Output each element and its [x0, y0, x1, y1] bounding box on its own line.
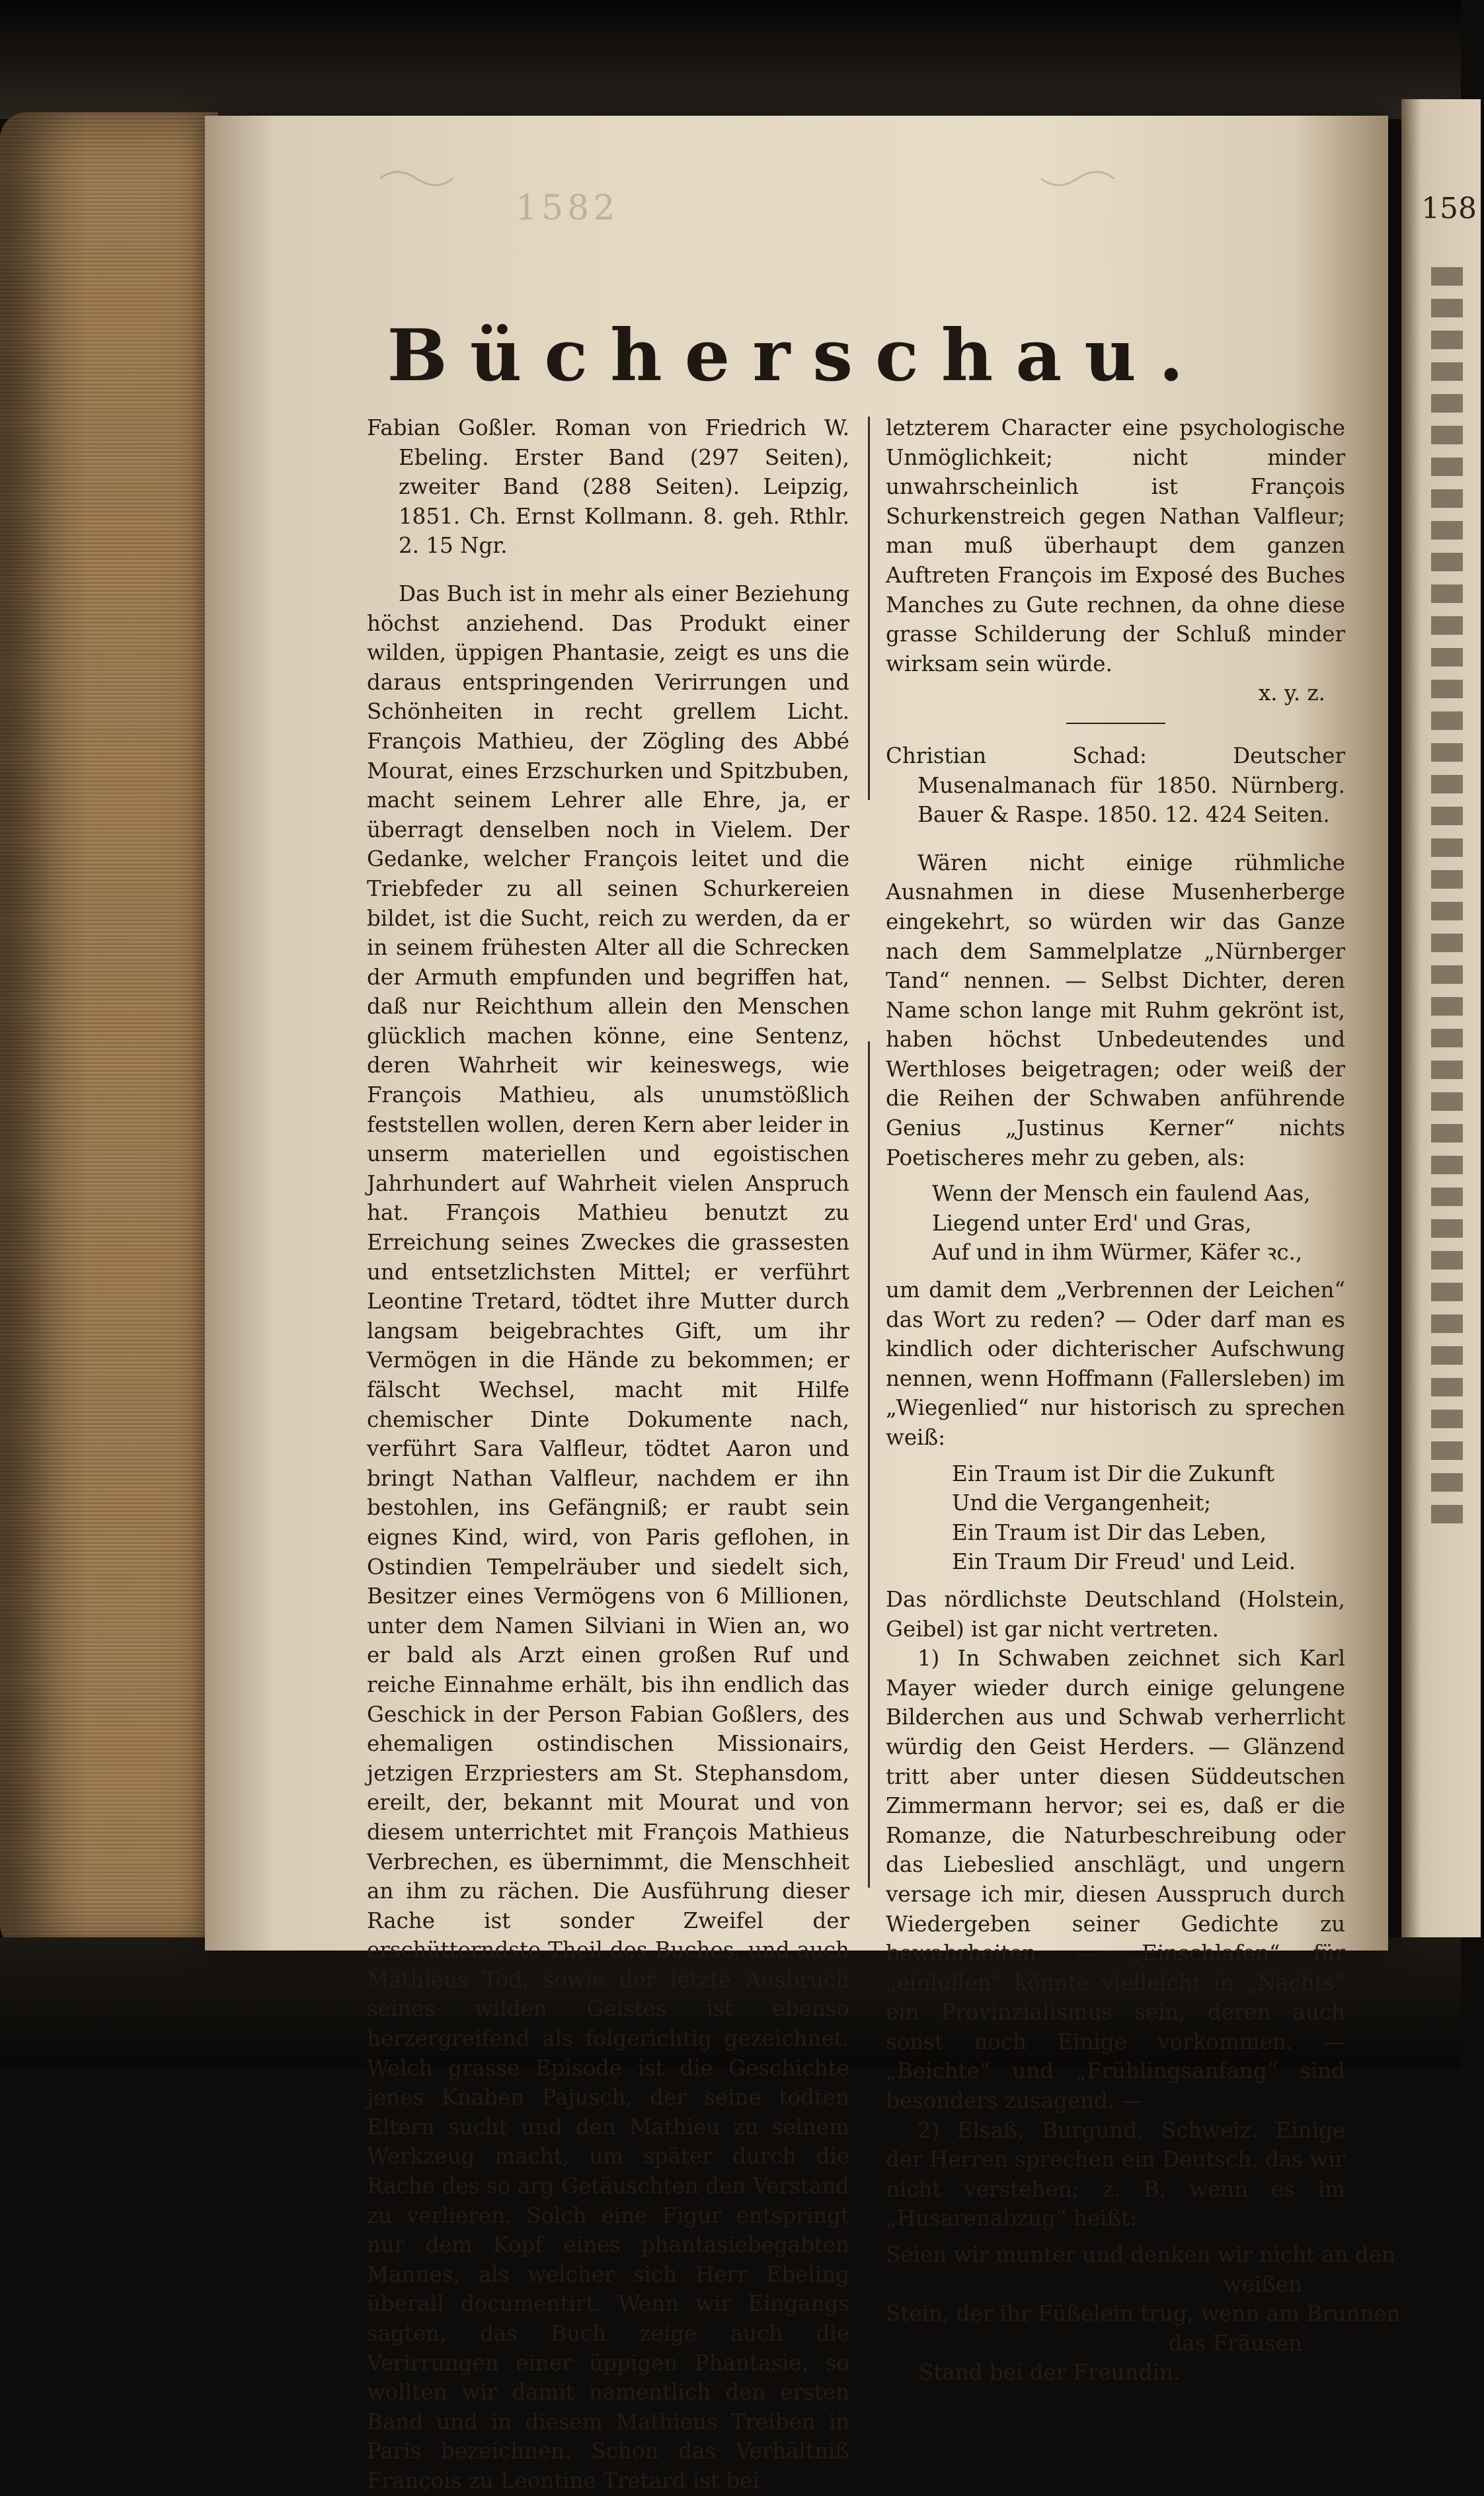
section-rule — [1066, 723, 1165, 724]
ghost-ornament-icon — [377, 165, 456, 192]
book-fore-edge — [0, 112, 218, 1951]
review-paragraph: Das nördlichste Deutschland (Holstein, Geibel) ist gar nicht vertreten. — [886, 1586, 1345, 1642]
review-continuation: letzterem Character eine psychologische Unmöglichkeit; nicht minder unwahrscheinlich ist François Schurkenstreich gegen Nathan Valfleur; man muß überhaupt dem ganzen Auftreten François im Exposé des Buches Manches zu Gute rechnen, da ohne diese grasse Schilderung der Schluß minder wirksam sein würde. — [886, 415, 1345, 676]
right-column — [886, 413, 1401, 2395]
next-page-text-fragments — [1431, 258, 1484, 1537]
review-signature-row — [886, 678, 1345, 708]
review-body: Das Buch ist in mehr als einer Beziehung höchst anziehend. Das Produkt einer wilden, üppigen Phantasie, zeigt es uns die daraus entspringenden Verirrungen und Schönheiten in recht grellem Licht. François Mathieu, der Zögling des Abbé Mourat, eines Erzschurken und Spitzbuben, macht seinem Lehrer alle Ehre, ja, er überragt denselben noch in Vielem. Der Gedanke, welcher François leitet und die Triebfeder zu all seinen Schurkereien bildet, ist die Sucht, reich zu werden, da er in seinem frühesten Alter all die Schrecken der Armuth empfunden und begriffen hat, daß nur Reichthum allein den Menschen glücklich machen könne, eine Sentenz, deren Wahrheit wir keineswegs, wie François Mathieu, als unumstößlich feststellen wollen, deren Kern aber leider in unserm materiellen und egoistischen Jahrhundert auf Wahrheit vielen Anspruch hat. François Mathieu benutzt zu Erreichung seines Zweckes die grassesten und entsetzlichsten Mittel; er verführt Leontine Tretard, tödtet ihre Mutter durch langsam beigebrachtes Gift, um ihr Vermögen in die Hände zu bekommen; er fälscht Wechsel, macht mit Hilfe chemischer Dinte Dokumente nach, verführt Sara Valfleur, tödtet Aaron und bringt Nathan Valfleur, nachdem er ihn bestohlen, ins Gefängniß; er raubt sein eignes Kind, wird, von Paris geflohen, in Ostindien Tempelräuber und siedelt sich, Besitzer eines Vermögens von 6 Millionen, unter dem Namen Silviani in Wien an, wo er bald als Arzt einen großen Ruf und reiche Einnahme erhält, bis ihn endlich das Geschick in der Person Fabian Goßlers, des ehemaligen ostindischen Missionairs, jetzigen Erzpriesters am St. Stephansdom, ereilt, der, bekannt mit Mourat und von diesem unterrichtet mit François Mathieus Verbrechen, es übernimmt, die Menschheit an ihm zu rächen. Die Ausführung dieser Rache ist sonder Zweifel der erschütterndste Theil des Buches, und auch Mathieus Tod, sowie der letzte Ausbruch seines wilden Geistes ist ebenso herzergreifend als folgerichtig gezeichnet. Welch grasse Episode ist die Geschichte jenes Knaben Pajusch, der seine todten Eltern sucht und den Mathieu zu seinem Werkzeug macht, um später durch die Rache des so arg Getäuschten den Verstand zu verlieren. Solch eine Figur entspringt nur dem Kopf eines phantasiebegabten Mannes, als welcher sich Herr Ebeling überall documentirt. Wenn wir Eingangs sagten, das Buch zeige auch die Verirrungen einer üppigen Phantasie, so wollten wir damit namentlich den ersten Band und in diesem Mathieus Treiben in Paris bezeichnen. Schon das Verhältniß François zu Leontine Tretard ist bei — [367, 581, 849, 2493]
verse-line: Stand bei der Freundin. — [919, 2360, 1181, 2386]
verse-block — [886, 2240, 1401, 2388]
next-page-number: 158 — [1421, 192, 1477, 225]
page-title: Bücherschau. — [387, 314, 1206, 397]
next-page-edge — [1401, 99, 1481, 1937]
review-entry-heading: Fabian Goßler. Roman von Friedrich W. Ebeling. Erster Band (297 Seiten), zweiter Band (288 Seiten). Leipzig, 1851. Ch. Ernst Kollmann. 8. geh. Rthlr. 2. 15 Ngr. — [367, 415, 849, 559]
verse-line: das Fräusen — [1168, 2330, 1302, 2356]
verse-line: Ein Traum ist Dir das Leben, — [952, 1519, 1267, 1545]
review-paragraph: Wären nicht einige rühmliche Ausnahmen in diese Musenherberge eingekehrt, so würden wir das Ganze nach dem Sammelplatze „Nürnberger Tand“ nennen. — Selbst Dichter, deren Name schon lange mit Ruhm gekrönt ist, haben höchst Unbedeutendes und Werthloses beigetragen; oder weiß der die Reihen der Schwaben anführende Genius „Justinus Kerner“ nichts Poetischeres mehr zu geben, als: — [886, 850, 1345, 1170]
column-divider — [868, 1041, 870, 1888]
verse-line: Wenn der Mensch ein faulend Aas, — [932, 1181, 1311, 1207]
column-divider — [868, 417, 870, 800]
verse-block — [886, 1459, 1345, 1577]
left-column — [367, 413, 849, 2496]
review-paragraph: 1) In Schwaben zeichnet sich Karl Mayer wieder durch einige gelungene Bilderchen aus und Schwab verherrlicht würdig den Geist Herders. — Glänzend tritt aber unter diesen Süddeutschen Zimmermann hervor; sei es, daß er die Romanze, die Naturbeschreibung oder das Liebeslied anschlägt, und ungern versage ich mir, diesen Ausspruch durch Wiedergeben seiner Gedichte zu bewahrheiten. — „Einschlafen“ für „einlullen“ könnte vielleicht in „Nachts“ ein Provinzialismus sein, deren auch sonst noch Einige vorkommen. — „Beichte“ und „Frühlingsanfang“ sind besonders zusagend. — — [886, 1646, 1345, 2114]
ghost-ornament-icon — [1038, 165, 1117, 192]
verse-line: Ein Traum Dir Freud' und Leid. — [952, 1549, 1296, 1575]
ghost-page-number: 1582 — [516, 188, 619, 228]
verse-line: Liegend unter Erd' und Gras, — [932, 1210, 1252, 1236]
verse-line: Ein Traum ist Dir die Zukunft — [952, 1461, 1274, 1486]
verse-line: weißen — [1223, 2271, 1302, 2297]
verse-block — [886, 1179, 1345, 1268]
book-top-edge — [0, 0, 1461, 119]
review-signature: x. y. z. — [1258, 680, 1325, 706]
verse-line: Seien wir munter und denken wir nicht an den — [886, 2242, 1396, 2268]
review-paragraph: 2) Elsaß, Burgund, Schweiz. Einige der Herren sprechen ein Deutsch, das wir nicht verstehen; z. B. wenn es im „Husarenabzug“ heißt: — [886, 2117, 1345, 2232]
verse-line: Und die Vergangenheit; — [952, 1490, 1212, 1516]
review-paragraph: um damit dem „Verbrennen der Leichen“ das Wort zu reden? — Oder darf man es kindlich oder dichterischer Aufschwung nennen, wenn Hoffmann (Fallersleben) im „Wiegenlied“ nur historisch zu sprechen weiß: — [886, 1277, 1345, 1450]
book-page — [205, 116, 1401, 2493]
verse-line: Auf und in ihm Würmer, Käfer ꝛc., — [932, 1240, 1303, 1266]
verse-line: Stein, der ihr Füßelein trug, wenn am Brunnen — [886, 2301, 1401, 2327]
review-entry-heading: Christian Schad: Deutscher Musenalmanach für 1850. Nürnberg. Bauer & Raspe. 1850. 12. 424 Seiten. — [886, 743, 1345, 828]
